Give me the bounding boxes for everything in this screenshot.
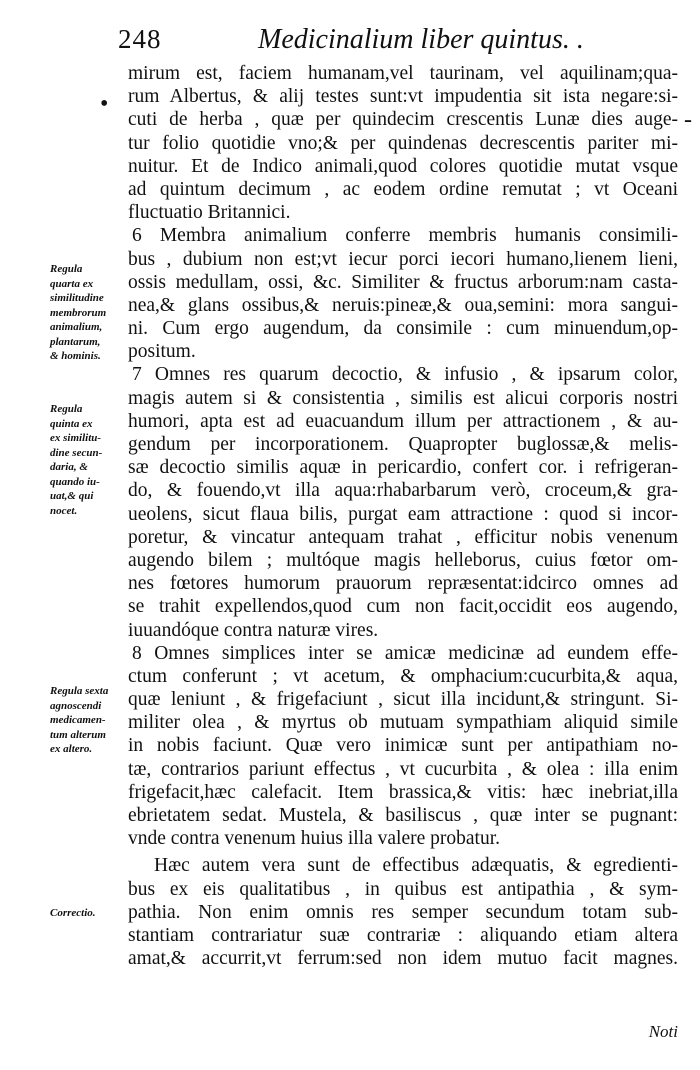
text-line: frigefacit,hæc calefacit. Item brassica,& vitis: hæc inebriat,illa xyxy=(128,781,678,803)
text-line: amat,& accurrit,vt ferrum:sed non idem mutuo facit magnes. xyxy=(128,948,678,970)
margin-note-line: quinta ex xyxy=(50,417,93,430)
text-line: nes fœtores humorum prauorum repræsentat:idcirco omnes ad xyxy=(128,573,678,595)
text-line: gendum per incorporationem. Quapropter buglossæ,& melis- xyxy=(128,434,678,455)
text-line: 7 Omnes res quarum decoctio, & infusio , & ipsarum color, xyxy=(132,364,678,386)
text-line: 8 Omnes simplices inter se amicæ medicinæ ad eundem effe- xyxy=(132,642,678,664)
margin-note-line: similitudine xyxy=(50,292,104,304)
margin-note-line: tum alterum xyxy=(50,728,106,741)
margin-note-regula-quinta xyxy=(50,402,128,518)
margin-note-line: Regula sexta xyxy=(50,685,109,697)
text-line: bus ex eis qualitatibus , in quibus est antipathia , & sym- xyxy=(128,878,678,900)
margin-note-line: & hominis. xyxy=(50,350,101,362)
text-line: ebrietatem sedat. Mustela, & basiliscus , quæ inter se pugnant: xyxy=(128,805,678,826)
left-margin-mark: • xyxy=(100,91,109,117)
text-line: ueolens, sicut flaua bilis, purgat eam attractione : quod si incor- xyxy=(128,503,678,525)
text-line: ctum conferunt ; vt acetum, & omphacium:cucurbita,& aqua, xyxy=(128,665,678,687)
text-line: in nobis faciunt. Quæ vero inimicæ sunt per antipathiam no- xyxy=(128,735,678,757)
margin-note-line: plantarum, xyxy=(50,335,101,348)
text-line: nuitur. Et de Indico animali,quod colores quotidie mutat vsque xyxy=(128,155,678,177)
margin-note-regula-quarta xyxy=(50,262,128,364)
text-line: nea,& glans ossibus,& neruis:pineæ,& oua,semini: mora sangui- xyxy=(128,294,678,316)
text-line: 6 Membra animalium conferre membris humanis consimili- xyxy=(132,225,678,247)
text-line: tur folio quotidie vno;& per quindenas decrescentis pariter mi- xyxy=(128,132,678,154)
margin-note-line: ex altero. xyxy=(50,743,93,755)
text-line: Hæc autem vera sunt de effectibus adæquatis, & egredienti- xyxy=(154,855,678,877)
text-line: ad quintum decimum , ac eodem ordine remutat ; vt Oceani xyxy=(128,178,678,200)
text-line: fluctuatio Britannici. xyxy=(128,202,291,224)
text-line: se trahit expellendos,quod cum non facit,occidit eos augendo, xyxy=(128,596,678,618)
text-line: sæ decoctio similis aquæ in pericardio, confert cor. i refrigeran- xyxy=(128,457,678,479)
margin-note-line: membrorum xyxy=(50,306,107,319)
text-line: magis autem si & consistentia , similis est alicui corporis nostri xyxy=(128,387,678,409)
text-line: cuti de herba , quæ per quindecim crescentis Lunæ dies auge- xyxy=(128,109,678,131)
text-line: augendo bilem ; multóque magis helleborus, cuius fœtor om- xyxy=(128,549,678,571)
page-number: 248 xyxy=(118,24,162,54)
margin-note-line: animalium, xyxy=(50,321,103,333)
margin-note-line: nocet. xyxy=(50,504,78,517)
margin-note-line: ex similitu- xyxy=(50,432,102,444)
text-line: bus , dubium non est;vt iecur porci iecori humano,lienem lieni, xyxy=(128,248,678,270)
text-line: ni. Cum ergo augendum, da consimile : cum minuendum,op- xyxy=(128,318,678,340)
text-line: do, & fouendo,vt illa aqua:rhabarbarum verò, croceum,& gra- xyxy=(128,480,678,502)
text-line: quæ leniunt , & frigefaciunt , sicut illa incidunt,& stringunt. Si- xyxy=(128,689,678,711)
text-line: ossis medullam, ossi, &c. Similiter & fructus arborum:nam casta- xyxy=(128,271,678,293)
margin-note-line: dine secun- xyxy=(50,446,103,459)
catchword: Noti xyxy=(648,1022,678,1041)
margin-note-line: quando iu- xyxy=(50,475,100,488)
margin-note-regula-sexta xyxy=(50,684,128,757)
text-line: tæ, contrarios pariunt effectus , vt cucurbita , & olea : illa enim xyxy=(128,758,678,780)
right-margin-mark: - xyxy=(684,107,692,133)
margin-note-line: Regula xyxy=(50,403,83,415)
body-text xyxy=(128,62,678,970)
running-title: Medicinalium liber quintus. . xyxy=(258,24,584,55)
text-line: iuuandóque contra naturæ vires. xyxy=(128,619,379,641)
margin-note-line: uat,& qui xyxy=(50,490,94,502)
margin-note-line: Regula xyxy=(50,263,83,275)
margin-note-line: agnoscendi xyxy=(50,699,102,712)
text-line: militer olea , & myrtus ob mutuam sympathiam aliquid simile xyxy=(128,712,678,734)
margin-note-line: Correctio. xyxy=(50,907,96,919)
text-line: mirum est, faciem humanam,vel taurinam, vel aquilinam;qua- xyxy=(128,63,678,84)
text-line: pathia. Non enim omnis res semper secundum totam sub- xyxy=(128,901,678,923)
text-line: humori, apta est ad euacuandum illum per attractionem , & au- xyxy=(128,410,678,432)
margin-note-line: medicamen- xyxy=(50,714,106,726)
page-header xyxy=(118,24,678,64)
margin-note-correctio xyxy=(50,906,128,921)
text-line: positum. xyxy=(128,341,196,363)
text-line: poretur, & vincatur antequam trahat , efficitur nobis venenum xyxy=(128,526,678,548)
margin-note-line: daria, & xyxy=(50,461,88,473)
text-line: stantiam contrariatur suæ contrariæ : aliquando etiam altera xyxy=(128,924,678,946)
text-line: vnde contra venenum huius illa valere probatur. xyxy=(128,828,501,850)
text-line: rum Albertus, & alij testes sunt:vt impudentia sit ista negare:si- xyxy=(128,86,678,108)
margin-note-line: quarta ex xyxy=(50,277,94,290)
